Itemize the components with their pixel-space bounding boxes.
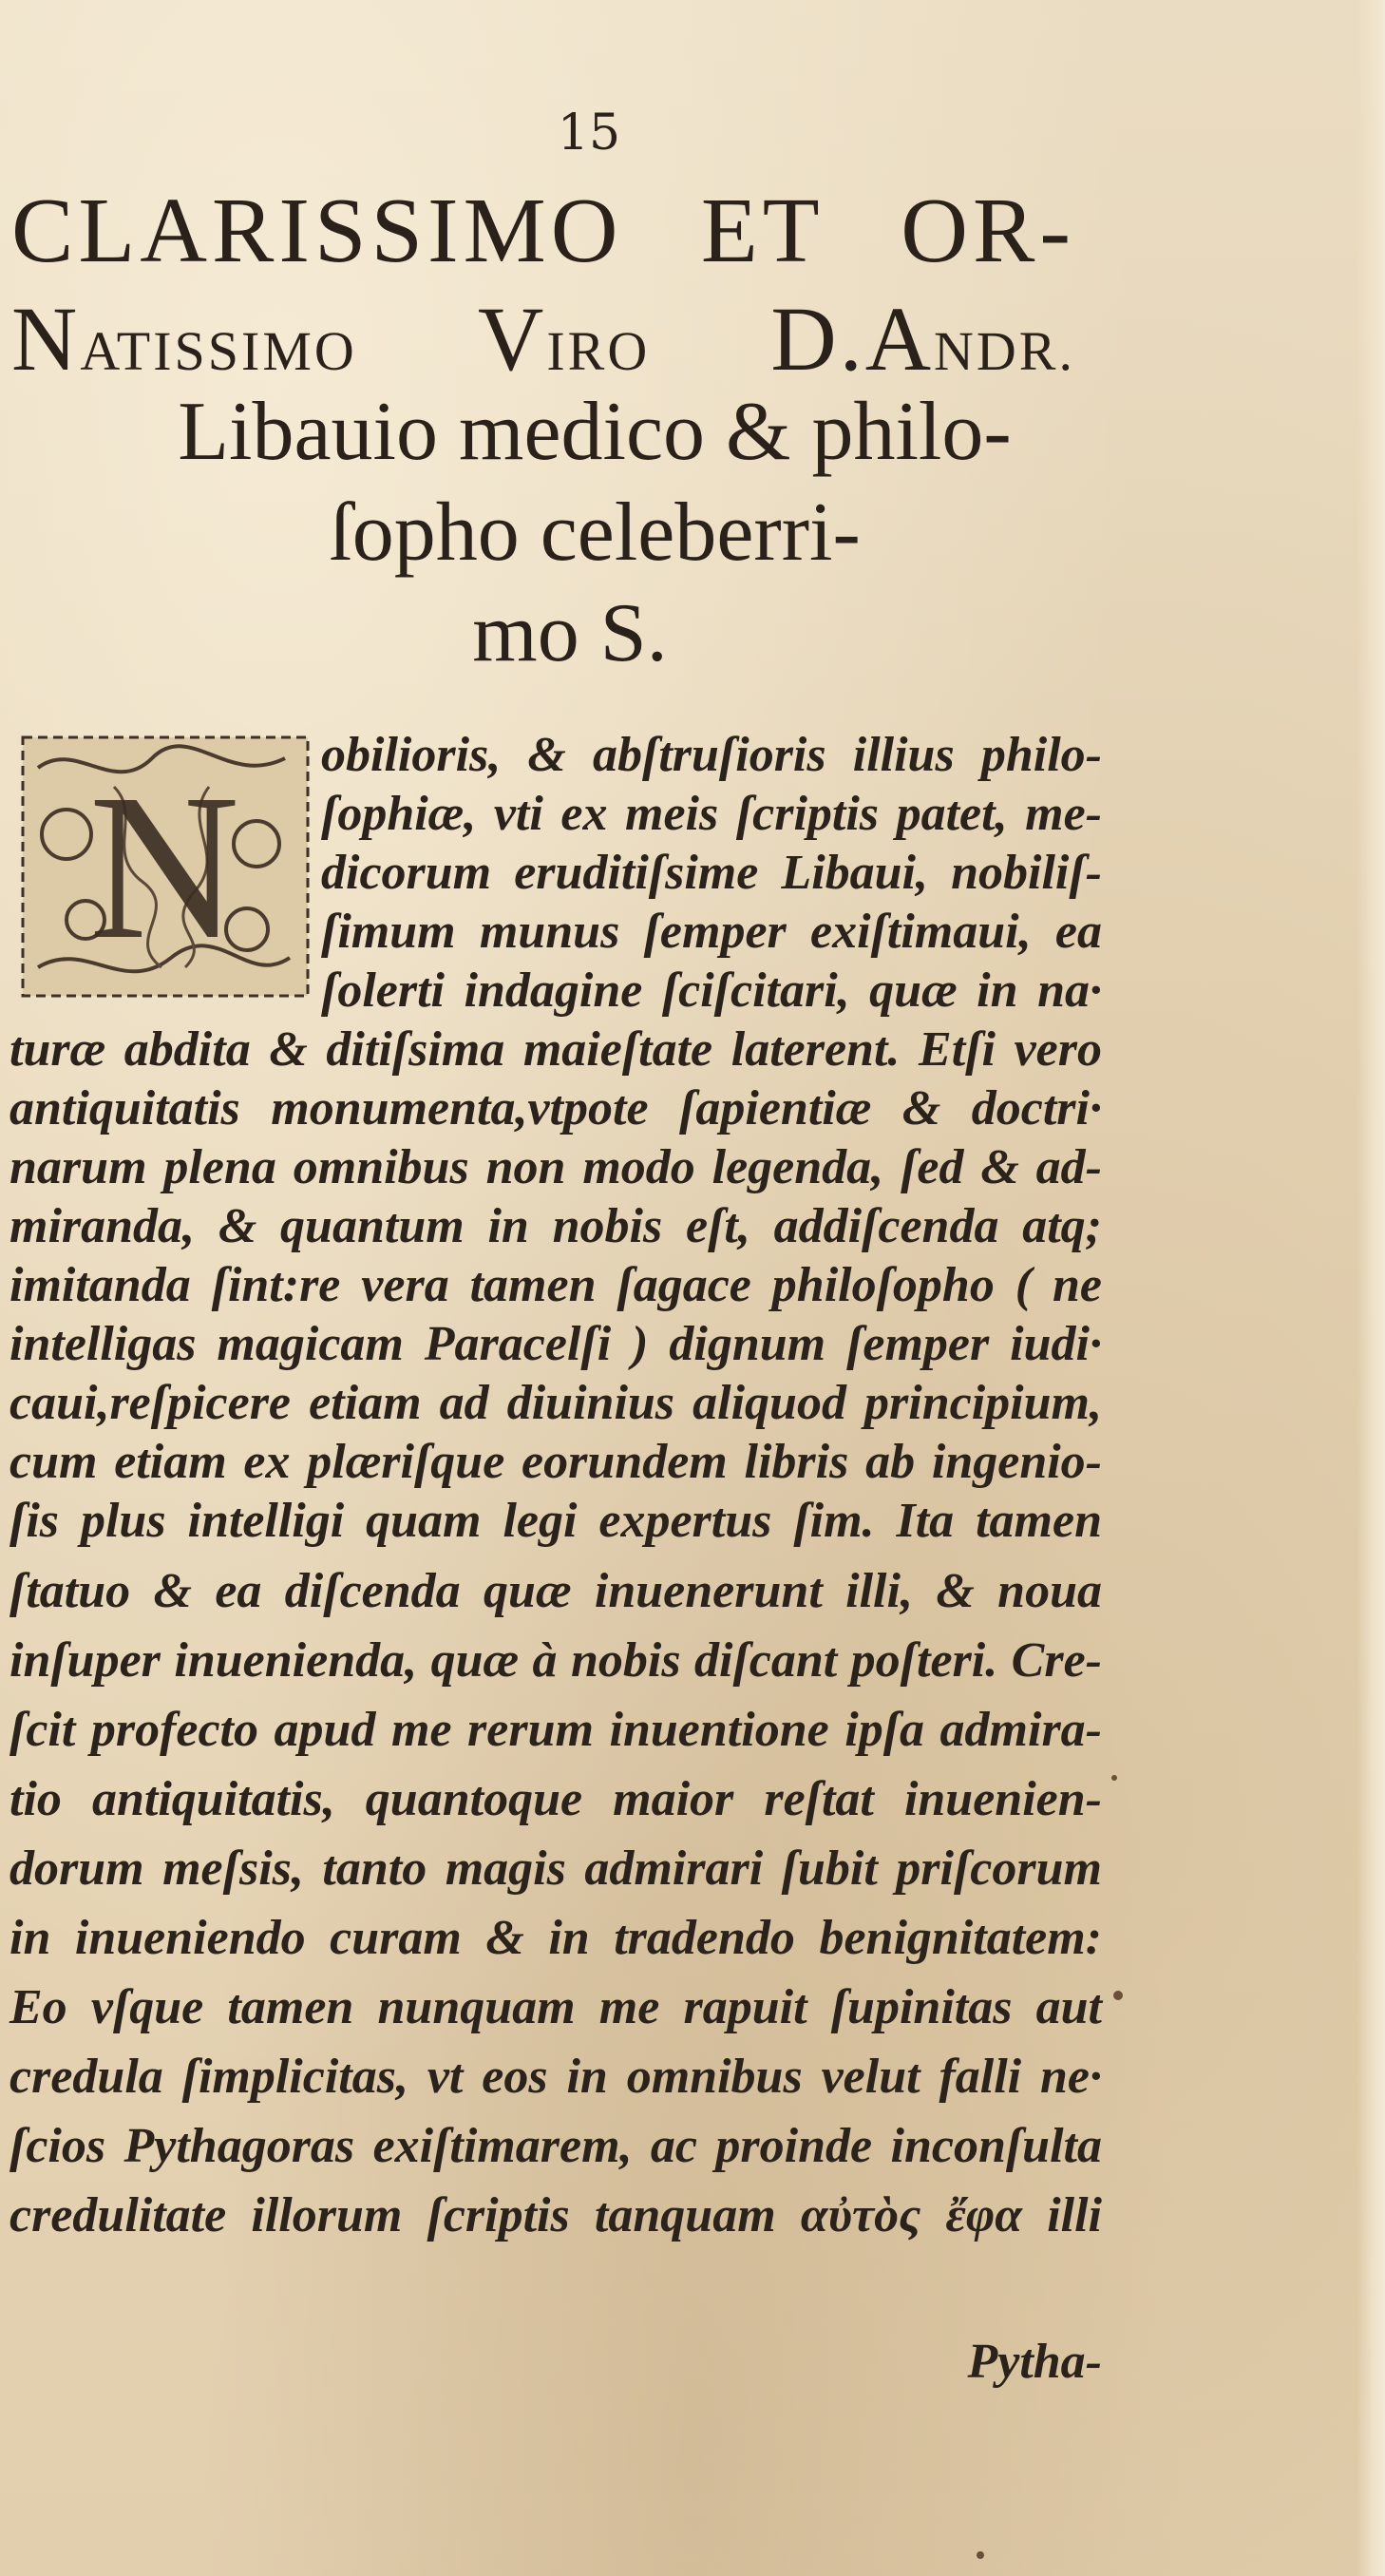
body-line: ſolerti indagine ſciſcitari, quæ in na· (321, 964, 1102, 1018)
body-line: inſuper inuenienda, quæ à nobis diſcant poſteri. Cre- (9, 1633, 1102, 1688)
page-fold-shadow (1357, 0, 1385, 2576)
body-line: ſtatuo & ea diſcenda quæ inuenerunt illi, & noua (9, 1564, 1102, 1618)
body-line: caui,reſpicere etiam ad diuinius aliquod principium, (9, 1376, 1102, 1430)
heading-cap: N (11, 288, 81, 390)
heading-line-4: ſopho celeberri- (329, 487, 861, 579)
heading-cap: A (864, 288, 935, 390)
heading-cap: D. (770, 288, 865, 390)
body-line: ſophiæ, vti ex meis ſcriptis patet, me- (321, 787, 1102, 841)
heading-smallcaps: NDR. (934, 320, 1075, 382)
body-line: obilioris, & abſtruſioris illius philo- (321, 728, 1102, 782)
body-line: credulitate illorum ſcriptis tanquam αὐτὸς ἔφα illi (9, 2188, 1102, 2242)
body-line: tio antiquitatis, quantoque maior reſtat inuenien- (9, 1772, 1102, 1826)
paper-speck (1113, 1991, 1123, 2000)
body-line: ſcios Pythagoras exiſtimarem, ac proinde inconſulta (9, 2119, 1102, 2173)
body-line: credula ſimplicitas, vt eos in omnibus velut falli ne· (9, 2050, 1102, 2104)
body-line: ſis plus intelligi quam legi expertus ſim. Ita tamen (9, 1494, 1102, 1548)
initial-letter: N (88, 751, 240, 983)
body-line: cum etiam ex plæriſque eorundem libris ab ingenio- (9, 1435, 1102, 1489)
heading-smallcaps: ATISSIMO (80, 320, 478, 382)
page-number: 15 (557, 105, 621, 162)
paper-speck (1111, 1775, 1117, 1781)
heading-line-3: Libauio medico & philo- (178, 386, 1012, 478)
body-line: imitanda ſint:re vera tamen ſagace philoſopho ( ne (9, 1258, 1102, 1312)
paper-speck (977, 2551, 984, 2559)
body-line: narum plena omnibus non modo legenda, ſed & ad- (9, 1140, 1102, 1194)
body-line: dorum meſsis, tanto magis admirari ſubit priſcorum (9, 1841, 1102, 1896)
body-line: miranda, & quantum in nobis eſt, addiſcenda atq; (9, 1199, 1102, 1253)
heading-cap: V (477, 288, 547, 390)
body-line: Eo vſque tamen nunquam me rapuit ſupinitas aut (9, 1980, 1102, 2034)
body-line: turæ abdita & ditiſsima maieſtate laterent. Etſi vero (9, 1022, 1102, 1077)
body-line: in inueniendo curam & in tradendo benignitatem: (9, 1911, 1102, 1965)
catchword: Pytha- (967, 2335, 1102, 2389)
heading-line-5: mo S. (472, 587, 668, 679)
body-line: antiquitatis monumenta,vtpote ſapientiæ & doctri· (9, 1081, 1102, 1135)
heading-smallcaps: IRO (546, 320, 771, 382)
heading-line-1: CLARISSIMO ET OR- (11, 180, 1075, 282)
body-line: ſimum munus ſemper exiſtimaui, ea (321, 905, 1102, 959)
body-line: intelligas magicam Paracelſi ) dignum ſemper iudi· (9, 1317, 1102, 1371)
body-line: dicorum eruditiſsime Libaui, nobiliſ- (321, 846, 1102, 900)
decorated-initial-n (9, 730, 319, 1015)
body-line: ſcit profecto apud me rerum inuentione ipſa admira- (9, 1703, 1102, 1757)
